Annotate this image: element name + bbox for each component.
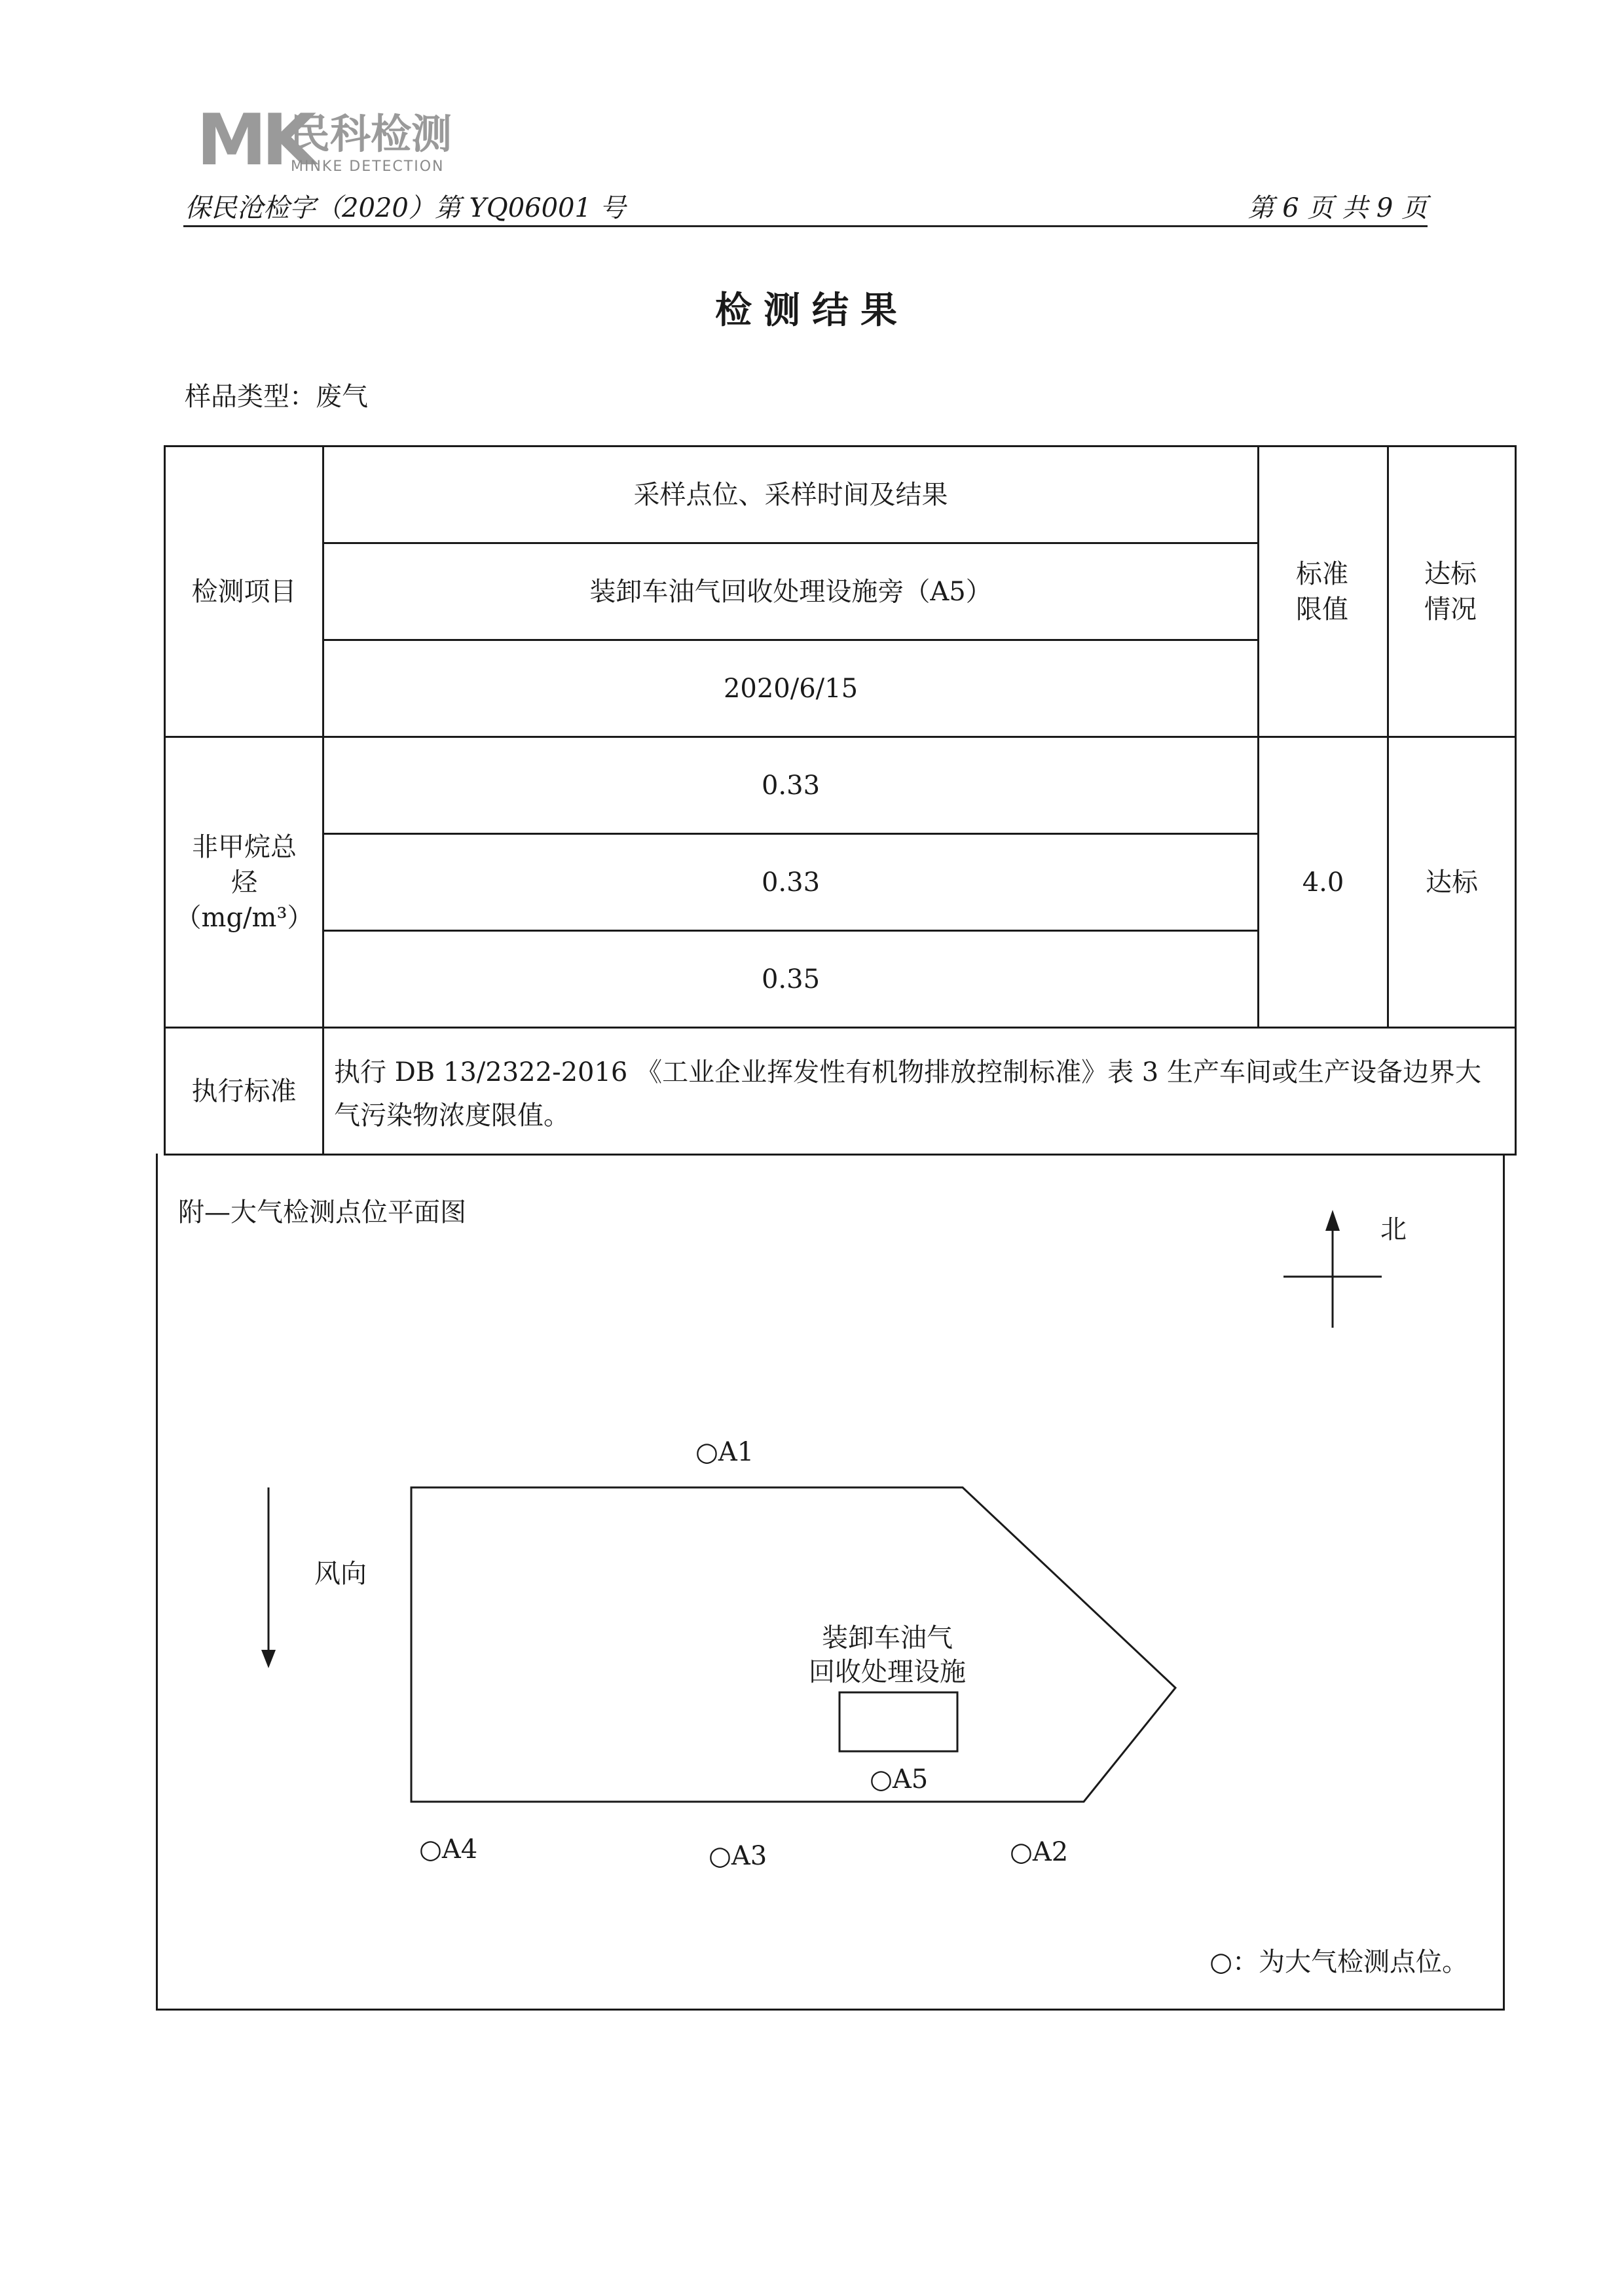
sampling-date: 2020/6/15: [723, 673, 858, 704]
item-header: 检测项目: [191, 576, 297, 607]
result-value-3: 0.35: [761, 964, 821, 994]
facility-label-line2: 回收处理设施: [809, 1657, 966, 1687]
standard-text: 执行 DB 13/2322-2016 《工业企业挥发性有机物排放控制标准》表 3 生产车间或生产设备边界大气污染物浓度限值。: [334, 1057, 1481, 1131]
facility-box: [840, 1692, 957, 1751]
facility-label-line1: 装卸车油气: [822, 1623, 953, 1653]
point-a4: ○A4: [419, 1834, 478, 1865]
wind-direction-arrow-icon: [261, 1487, 276, 1668]
wind-label: 风向: [314, 1559, 367, 1589]
document-title: 检测结果: [715, 289, 909, 332]
point-a3: ○A3: [709, 1841, 767, 1871]
status-header: 达标情况: [1424, 558, 1477, 625]
sample-type: 样品类型：废气: [185, 382, 368, 412]
result-value-1: 0.33: [761, 770, 821, 801]
sampling-header: 采样点位、采样时间及结果: [633, 479, 948, 510]
status-value: 达标: [1426, 867, 1478, 898]
page-number: 第 6 页 共 9 页: [1247, 193, 1428, 223]
item-unit: （mg/m³）: [175, 902, 314, 933]
north-compass-icon: [1283, 1210, 1382, 1328]
item-name: 非甲烷总烃: [192, 831, 297, 898]
point-a2: ○A2: [1010, 1837, 1069, 1867]
logo-english-name: MINKE DETECTION: [291, 158, 445, 175]
sampling-location: 装卸车油气回收处理设施旁（A5）: [589, 576, 992, 607]
standard-label: 执行标准: [191, 1076, 297, 1106]
point-a5: ○A5: [870, 1764, 929, 1795]
point-a1: ○A1: [695, 1437, 754, 1467]
map-title: 附—大气检测点位平面图: [178, 1197, 466, 1228]
site-boundary: [411, 1487, 1175, 1802]
logo-chinese-name: 民科检测: [289, 110, 452, 158]
north-label: 北: [1380, 1214, 1407, 1245]
limit-value: 4.0: [1302, 867, 1344, 898]
limit-header: 标准限值: [1296, 558, 1348, 625]
report-number: 保民沧检字（2020）第 YQ06001 号: [185, 193, 626, 223]
logo-mark: MK: [196, 100, 312, 181]
map-legend: ○：为大气检测点位。: [1209, 1947, 1468, 1977]
result-value-2: 0.33: [761, 867, 821, 898]
